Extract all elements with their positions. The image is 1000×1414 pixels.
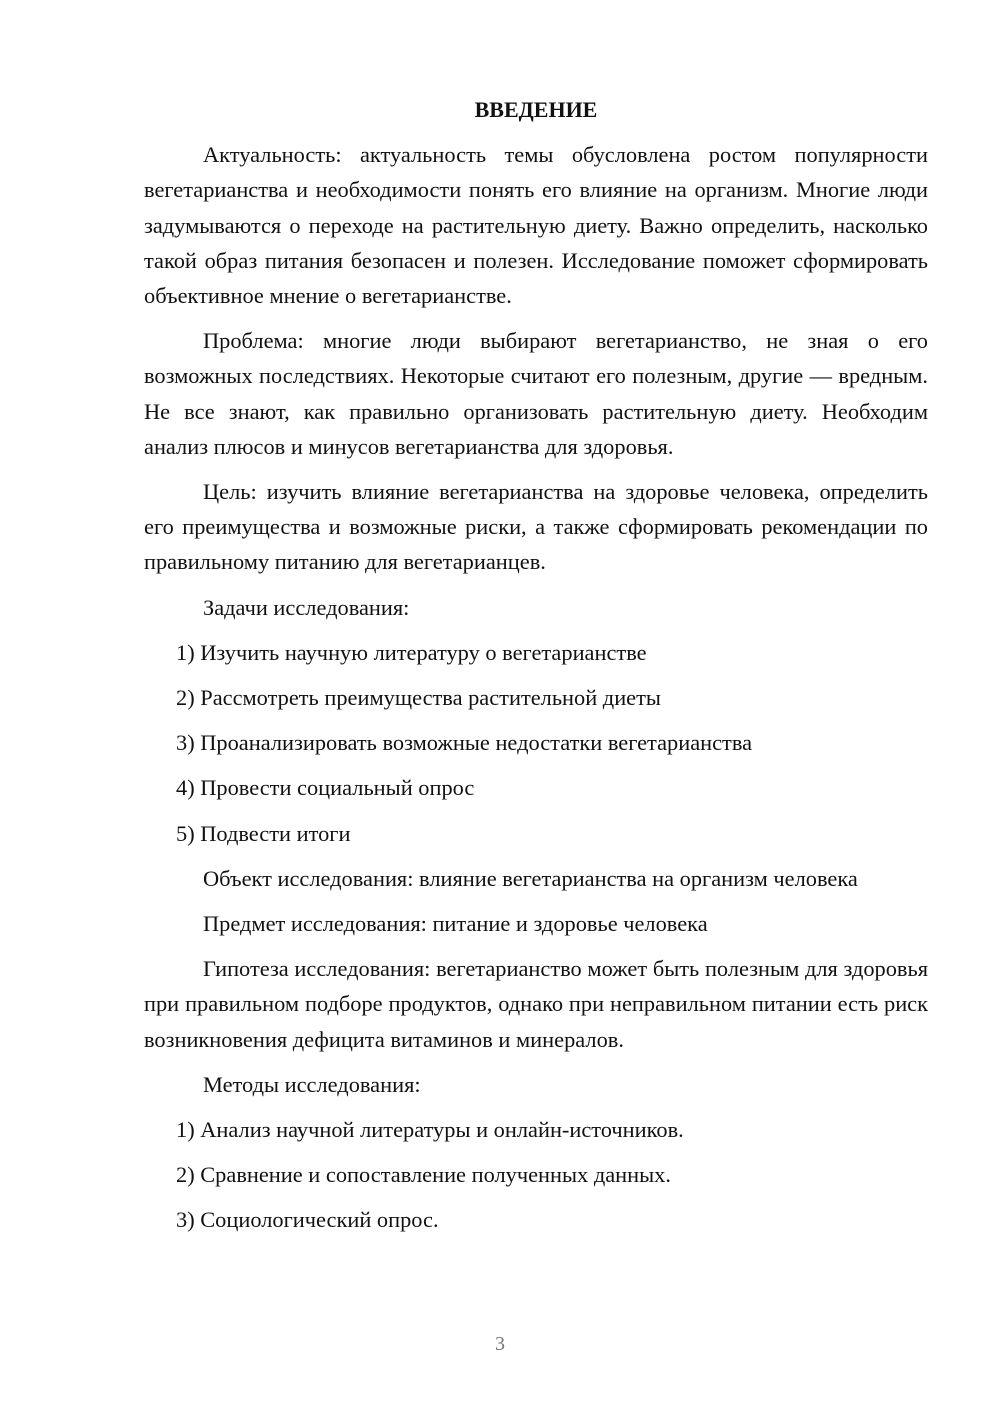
method-item: 2) Сравнение и сопоставление полученных данных.	[176, 1162, 671, 1188]
goal-paragraph: Цель: изучить влияние вегетарианства на здоровье человека, определить его преимущества и возможные риски, а также сформировать рекомендации по правильному питанию для вегетарианцев.	[144, 479, 928, 575]
methods-title: Методы исследования:	[203, 1071, 421, 1097]
page-title: ВВЕДЕНИЕ	[474, 97, 598, 122]
subject-paragraph: Предмет исследования: питание и здоровье человека	[203, 911, 708, 937]
hypothesis-paragraph: Гипотеза исследования: вегетарианство может быть полезным для здоровья при правильном подборе продуктов, однако при неправильном питании есть риск возникновения дефицита витаминов и минералов.	[144, 956, 928, 1052]
tasks-title: Задачи исследования:	[203, 594, 410, 620]
task-item: 2) Рассмотреть преимущества растительной диеты	[176, 685, 661, 711]
task-item: 4) Провести социальный опрос	[176, 775, 475, 801]
task-item: 3) Проанализировать возможные недостатки вегетарианства	[176, 730, 753, 756]
page-content	[144, 92, 928, 1248]
task-item: 5) Подвести итоги	[176, 820, 351, 846]
task-item: 1) Изучить научную литературу о вегетарианстве	[176, 639, 647, 665]
method-item: 3) Социологический опрос.	[176, 1207, 439, 1233]
relevance-paragraph: Актуальность: актуальность темы обусловлена ростом популярности вегетарианства и необходимости понять его влияние на организм. Многие люди задумываются о переходе на растительную диету. Важно определить, насколько такой образ питания безопасен и полезен. Исследование поможет сформировать объективное мнение о вегетарианстве.	[144, 142, 928, 309]
method-item: 1) Анализ научной литературы и онлайн-источников.	[176, 1117, 684, 1143]
page-number: 3	[495, 1333, 505, 1355]
object-paragraph: Объект исследования: влияние вегетарианства на организм человека	[203, 865, 858, 891]
problem-paragraph: Проблема: многие люди выбирают вегетарианство, не зная о его возможных последствиях. Некоторые считают его полезным, другие — вредным. Не все знают, как правильно организовать растительную диету. Необходим анализ плюсов и минусов вегетарианства для здоровья.	[144, 328, 928, 459]
